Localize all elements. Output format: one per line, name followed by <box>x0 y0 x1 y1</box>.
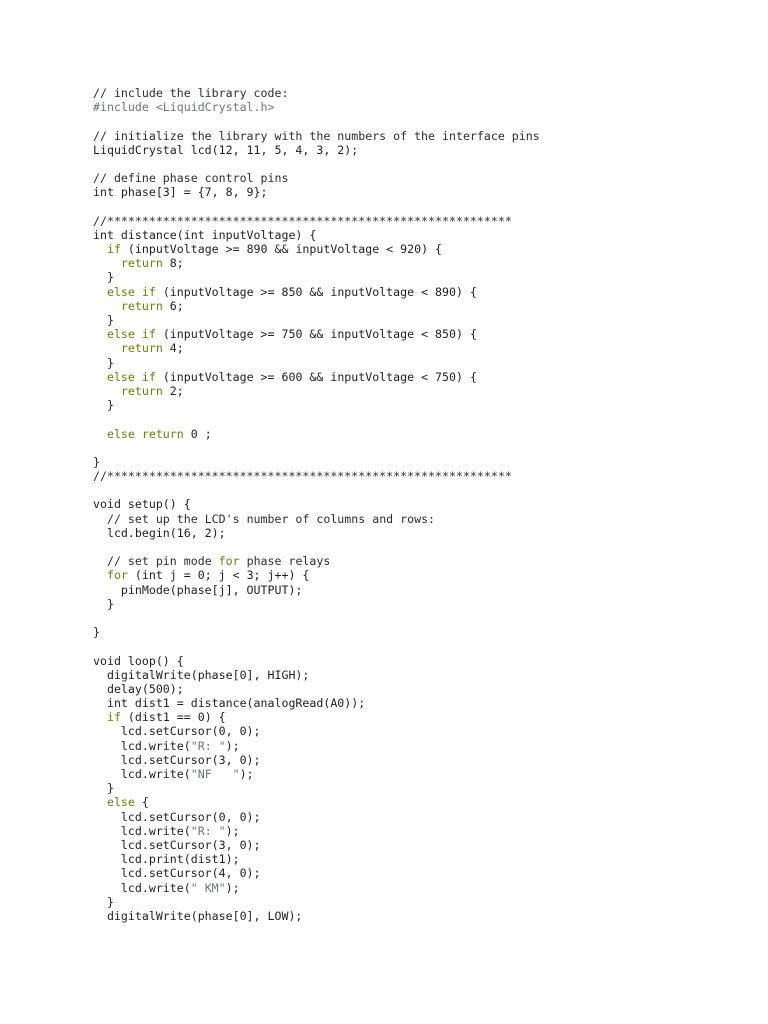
code-line <box>93 483 540 497</box>
code-keyword: else if <box>106 327 156 342</box>
code-text <box>93 370 107 384</box>
code-line <box>93 356 540 370</box>
code-line <box>93 384 540 398</box>
code-text: lcd.setCursor(3, 0); <box>93 837 261 852</box>
code-text <box>93 384 121 398</box>
code-line <box>93 299 540 313</box>
code-line <box>93 129 540 143</box>
code-text: 8; <box>162 256 184 271</box>
code-text: (inputVoltage >= 750 && inputVoltage < 850) { <box>155 327 477 342</box>
code-line <box>93 427 540 441</box>
code-text: 0 ; <box>183 426 212 441</box>
code-keyword: else if <box>106 284 156 299</box>
code-text: lcd.setCursor(3, 0); <box>93 752 261 767</box>
code-line <box>93 469 540 483</box>
code-line <box>93 327 540 341</box>
code-text: } <box>93 454 100 469</box>
code-line <box>93 313 540 327</box>
code-line <box>93 625 540 639</box>
code-text <box>93 285 107 299</box>
code-comment: //********************************************************** <box>93 469 512 484</box>
code-comment: // set pin mode <box>106 554 219 569</box>
code-text: delay(500); <box>93 681 184 696</box>
code-text: lcd.begin(16, 2); <box>93 525 226 540</box>
code-keyword: return <box>120 298 163 313</box>
code-text: } <box>93 596 114 611</box>
code-line <box>93 583 540 597</box>
code-line <box>93 866 540 880</box>
code-text: 2; <box>162 383 184 398</box>
code-text: digitalWrite(phase[0], LOW); <box>93 908 303 923</box>
code-keyword: return <box>120 341 163 356</box>
code-text <box>93 327 107 341</box>
code-text <box>93 554 107 568</box>
code-text: lcd.write( <box>93 823 191 838</box>
code-line <box>93 143 540 157</box>
code-line <box>93 753 540 767</box>
code-line <box>93 668 540 682</box>
code-line <box>93 568 540 582</box>
code-line <box>93 824 540 838</box>
code-line <box>93 795 540 809</box>
code-text: ); <box>225 823 240 838</box>
code-keyword: if <box>106 242 121 257</box>
code-line <box>93 441 540 455</box>
code-text <box>93 256 121 270</box>
code-text: pinMode(phase[j], OUTPUT); <box>93 582 303 597</box>
code-text: } <box>93 398 114 413</box>
code-line <box>93 455 540 469</box>
code-text <box>93 710 107 724</box>
code-string: "NF " <box>190 767 240 781</box>
code-line <box>93 540 540 554</box>
code-line <box>93 909 540 923</box>
code-line <box>93 214 540 228</box>
code-line <box>93 86 540 100</box>
code-text: } <box>93 270 114 285</box>
code-comment: // define phase control pins <box>93 171 289 186</box>
code-line <box>93 852 540 866</box>
code-keyword: else <box>106 795 135 810</box>
code-line <box>93 526 540 540</box>
code-text <box>93 512 107 526</box>
code-text: lcd.print(dist1); <box>93 852 240 867</box>
code-text: (inputVoltage >= 600 && inputVoltage < 750) { <box>155 369 477 384</box>
code-line <box>93 895 540 909</box>
code-text: void loop() { <box>93 653 184 668</box>
code-line <box>93 682 540 696</box>
code-text: LiquidCrystal lcd(12, 11, 5, 4, 3, 2); <box>93 142 359 157</box>
code-comment: phase relays <box>239 554 331 569</box>
code-keyword: return <box>120 256 163 271</box>
code-text: ); <box>239 767 254 781</box>
code-line <box>93 739 540 753</box>
code-line <box>93 497 540 511</box>
code-line <box>93 838 540 852</box>
code-line <box>93 185 540 199</box>
code-text <box>93 427 107 441</box>
code-line <box>93 256 540 270</box>
code-line <box>93 341 540 355</box>
code-line <box>93 370 540 384</box>
code-line <box>93 171 540 185</box>
code-comment: // initialize the library with the numbers of the interface pins <box>93 128 540 143</box>
code-text: ); <box>225 738 240 753</box>
code-comment: //********************************************************** <box>93 213 512 228</box>
code-string: "R: " <box>190 823 226 838</box>
code-line <box>93 200 540 214</box>
code-line <box>93 710 540 724</box>
code-text: int distance(int inputVoltage) { <box>93 227 317 242</box>
code-line <box>93 881 540 895</box>
code-text: lcd.setCursor(0, 0); <box>93 724 261 739</box>
code-preprocessor-directive: #include <LiquidCrystal.h> <box>93 100 275 115</box>
code-line <box>93 767 540 781</box>
code-string: "R: " <box>190 738 226 753</box>
code-keyword: for <box>106 568 128 583</box>
code-line <box>93 654 540 668</box>
code-text: lcd.write( <box>93 738 191 753</box>
code-text: digitalWrite(phase[0], HIGH); <box>93 667 310 682</box>
code-text: } <box>93 781 114 796</box>
code-text: 4; <box>162 341 184 356</box>
code-comment: // include the library code: <box>93 86 289 100</box>
code-text: lcd.setCursor(4, 0); <box>93 866 261 881</box>
code-text: } <box>93 355 114 370</box>
code-line <box>93 270 540 284</box>
code-line <box>93 412 540 426</box>
code-line <box>93 611 540 625</box>
code-text: 6; <box>162 298 184 313</box>
code-keyword: for <box>218 554 240 569</box>
code-listing <box>93 86 540 923</box>
code-text: } <box>93 625 100 640</box>
code-text: lcd.setCursor(0, 0); <box>93 809 261 824</box>
code-text: } <box>93 313 114 327</box>
code-comment: // set up the LCD's number of columns and rows: <box>106 511 436 526</box>
code-text <box>93 299 121 313</box>
code-line <box>93 100 540 114</box>
code-line <box>93 114 540 128</box>
code-text: int dist1 = distance(analogRead(A0)); <box>93 696 366 711</box>
code-line <box>93 398 540 412</box>
code-line <box>93 285 540 299</box>
code-text: lcd.write( <box>93 880 191 895</box>
code-text: } <box>93 894 114 909</box>
code-keyword: return <box>120 383 163 398</box>
code-line <box>93 810 540 824</box>
code-line <box>93 242 540 256</box>
code-text <box>93 795 107 809</box>
code-text: (int j = 0; j < 3; j++) { <box>127 568 310 583</box>
code-string: " KM" <box>190 880 226 895</box>
code-text <box>93 341 121 355</box>
code-text: int phase[3] = {7, 8, 9}; <box>93 185 268 200</box>
code-line <box>93 597 540 611</box>
code-line <box>93 724 540 738</box>
code-text: (dist1 == 0) { <box>120 710 226 725</box>
code-text: ); <box>225 880 240 895</box>
code-text <box>93 242 107 256</box>
code-line <box>93 554 540 568</box>
code-keyword: else return <box>106 426 184 441</box>
code-text: (inputVoltage >= 890 && inputVoltage < 920) { <box>120 242 443 257</box>
code-text <box>93 568 107 582</box>
code-keyword: else if <box>106 369 156 384</box>
code-line <box>93 228 540 242</box>
code-text: lcd.write( <box>93 767 191 781</box>
code-line <box>93 157 540 171</box>
code-text: void setup() { <box>93 497 191 512</box>
code-text: (inputVoltage >= 850 && inputVoltage < 890) { <box>155 284 477 299</box>
code-line <box>93 512 540 526</box>
code-line <box>93 781 540 795</box>
code-line <box>93 696 540 710</box>
code-text: { <box>134 795 149 810</box>
code-keyword: if <box>106 710 121 725</box>
code-line <box>93 639 540 653</box>
